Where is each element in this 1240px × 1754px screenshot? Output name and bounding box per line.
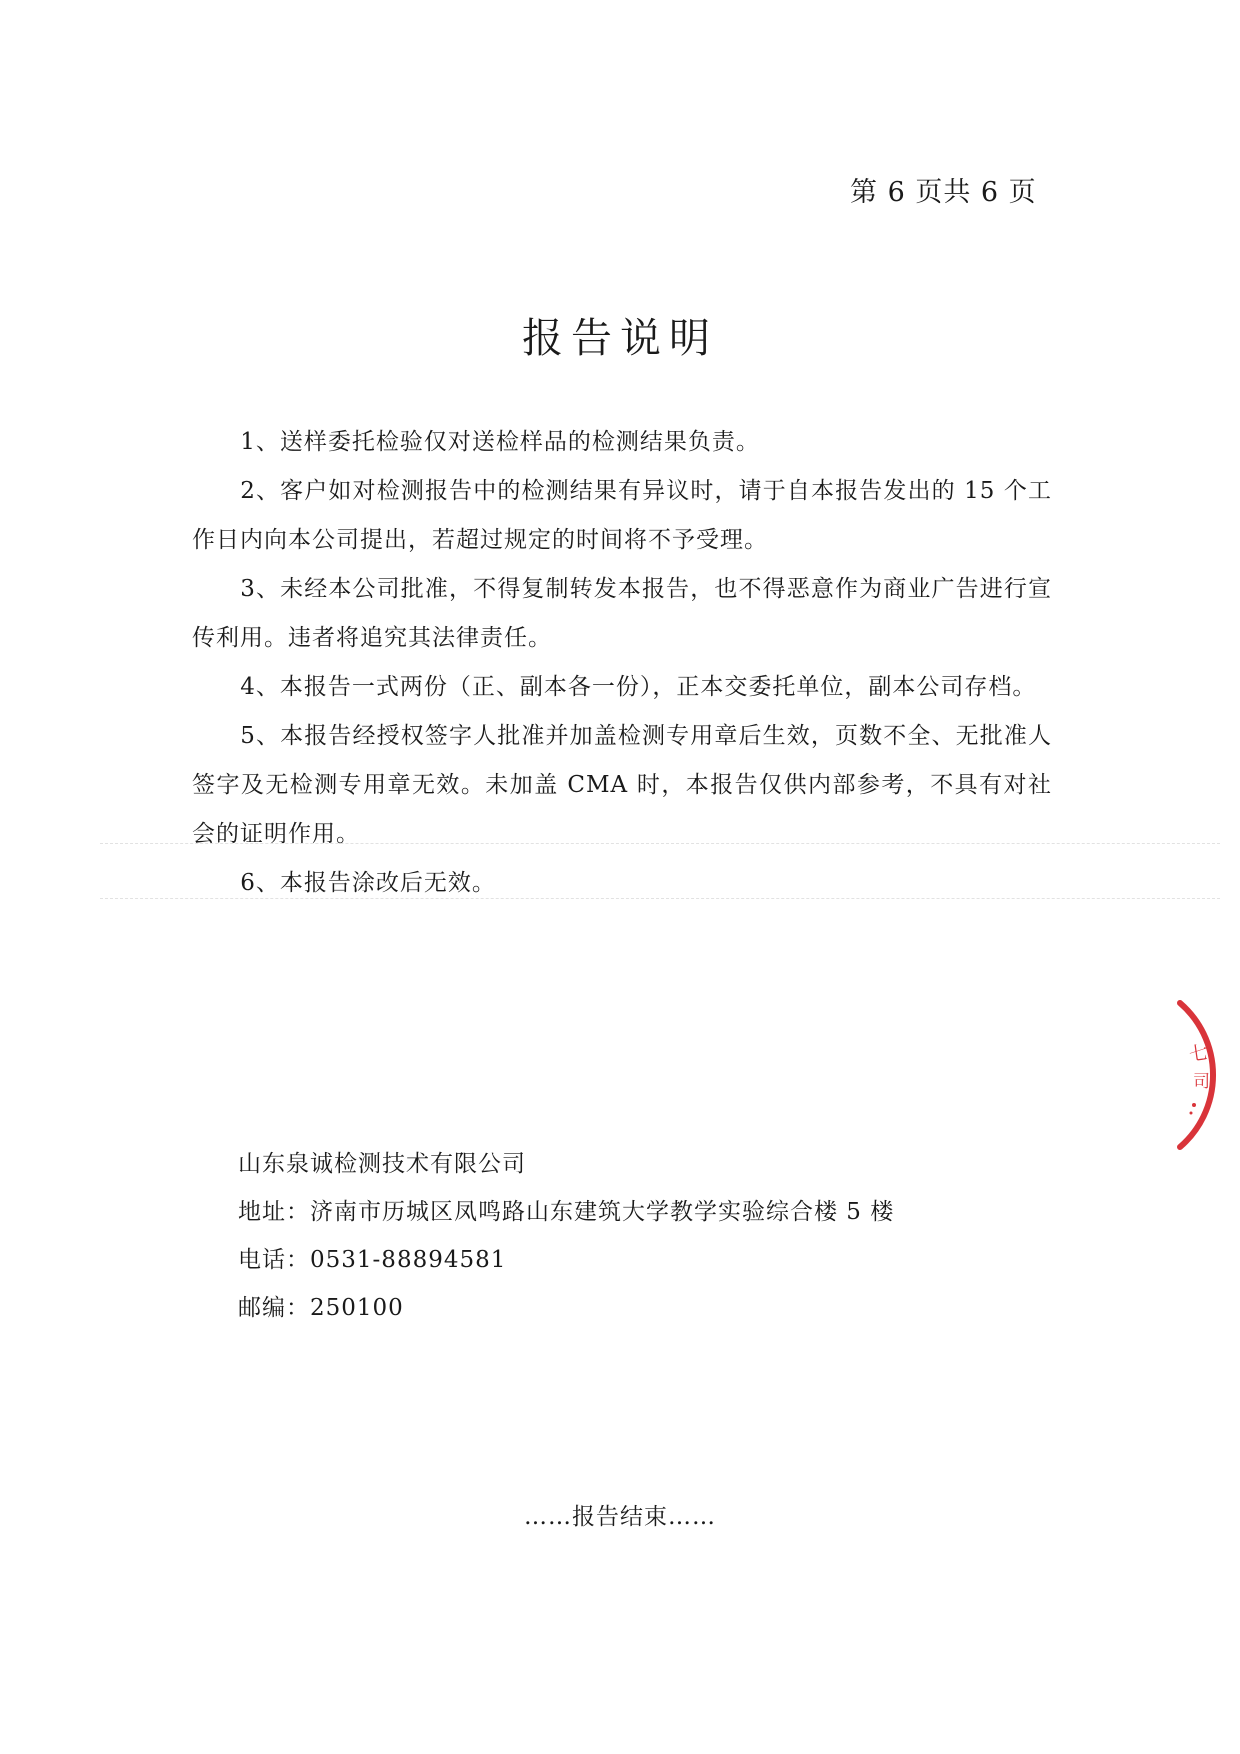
company-seal-stamp: [1170, 995, 1240, 1155]
scan-artifact-line: [100, 843, 1220, 845]
document-title: 报告说明: [522, 314, 718, 362]
seal-icon: [1170, 995, 1240, 1155]
report-end-mark: ……报告结束……: [524, 1504, 716, 1530]
note-3: 3、未经本公司批准，不得复制转发本报告，也不得恶意作为商业广告进行宣传利用。违者将追究其法律责任。: [192, 576, 1052, 651]
page-number: 第 6 页共 6 页: [850, 177, 1037, 208]
company-name: 山东泉诚检测技术有限公司: [238, 1151, 526, 1177]
svg-text:司: 司: [1193, 1072, 1210, 1092]
note-6: 6、本报告涂改后无效。: [240, 870, 496, 896]
report-notes: [192, 418, 1052, 908]
note-2: 2、客户如对检测报告中的检测结果有异议时，请于自本报告发出的 15 个工作日内向本公司提出，若超过规定的时间将不予受理。: [192, 478, 1052, 553]
scan-artifact-line: [100, 898, 1220, 900]
note-5: 5、本报告经授权签字人批准并加盖检测专用章后生效，页数不全、无批准人签字及无检测专用章无效。未加盖 CMA 时，本报告仅供内部参考，不具有对社会的证明作用。: [192, 723, 1052, 847]
company-info: [238, 1140, 894, 1332]
note-4: 4、本报告一式两份（正、副本各一份），正本交委托单位，副本公司存档。: [240, 674, 1037, 700]
company-phone: 电话：0531-88894581: [238, 1247, 507, 1273]
company-postcode: 邮编：250100: [238, 1295, 404, 1321]
note-1: 1、送样委托检验仅对送检样品的检测结果负责。: [240, 429, 760, 455]
svg-text:七: 七: [1187, 1041, 1210, 1066]
company-address: 地址：济南市历城区凤鸣路山东建筑大学教学实验综合楼 5 楼: [238, 1199, 895, 1225]
